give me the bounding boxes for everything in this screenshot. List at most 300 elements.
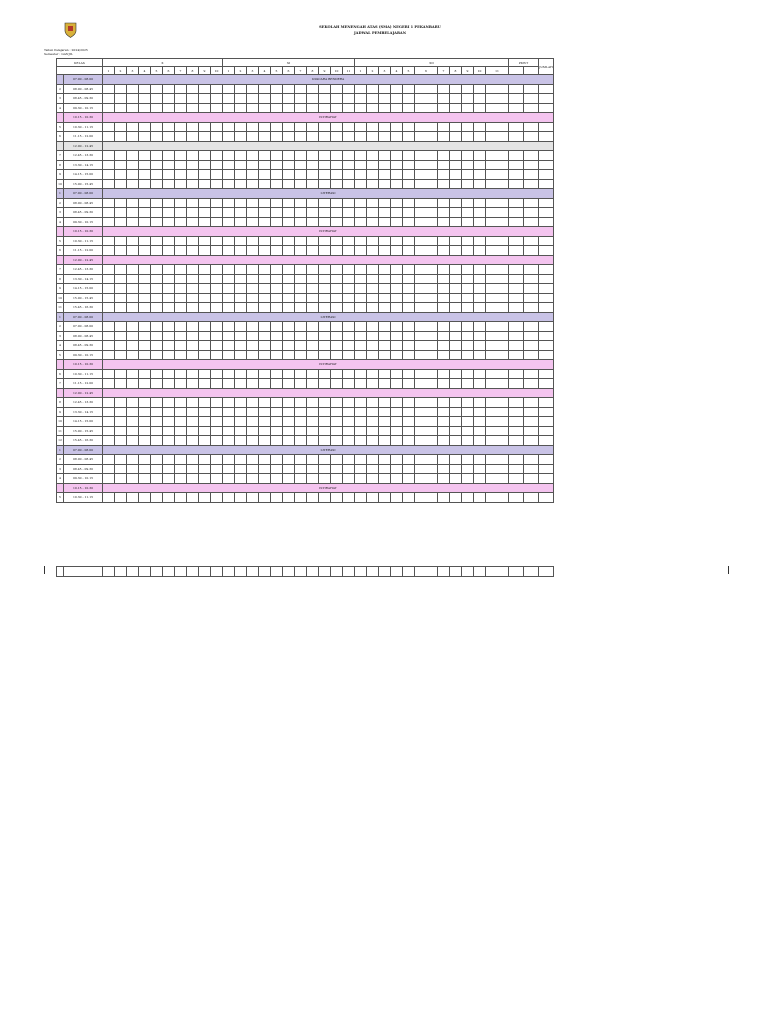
schedule-cell [343, 265, 355, 275]
schedule-cell [211, 407, 223, 417]
schedule-cell [271, 417, 283, 427]
schedule-cell [115, 265, 127, 275]
schedule-cell [319, 151, 331, 161]
table-row [57, 122, 554, 132]
schedule-cell [283, 436, 295, 446]
schedule-cell [259, 274, 271, 284]
schedule-cell [163, 426, 175, 436]
schedule-cell [151, 350, 163, 360]
schedule-cell [199, 293, 211, 303]
schedule-cell [115, 84, 127, 94]
schedule-cell [415, 217, 438, 227]
schedule-cell [367, 132, 379, 142]
schedule-cell [139, 303, 151, 313]
document-title [270, 24, 490, 36]
schedule-cell [271, 350, 283, 360]
schedule-cell [391, 369, 403, 379]
schedule-cell [235, 132, 247, 142]
schedule-cell [438, 274, 450, 284]
schedule-cell [403, 236, 415, 246]
schedule-cell [524, 151, 539, 161]
schedule-cell [539, 341, 554, 351]
schedule-cell [450, 94, 462, 104]
schedule-cell [295, 464, 307, 474]
period-time: 10.15 - 10.30 [64, 483, 103, 493]
schedule-cell [235, 567, 247, 577]
schedule-cell [247, 417, 259, 427]
schedule-cell [367, 567, 379, 577]
schedule-cell [474, 407, 486, 417]
period-number: 9 [57, 284, 64, 294]
band-label: ISTIRAHAT [103, 227, 554, 237]
schedule-cell [211, 122, 223, 132]
schedule-cell [415, 455, 438, 465]
schedule-cell [271, 303, 283, 313]
schedule-cell [175, 103, 187, 113]
schedule-cell [509, 208, 524, 218]
schedule-cell [524, 369, 539, 379]
schedule-cell [319, 94, 331, 104]
schedule-cell [187, 426, 199, 436]
schedule-cell [271, 341, 283, 351]
schedule-cell [509, 407, 524, 417]
schedule-cell [199, 132, 211, 142]
schedule-cell [415, 398, 438, 408]
table-row [57, 483, 554, 493]
schedule-cell [295, 293, 307, 303]
period-time: 14.15 - 15.00 [64, 417, 103, 427]
schedule-cell [524, 208, 539, 218]
schedule-cell [438, 493, 450, 503]
schedule-cell [391, 132, 403, 142]
schedule-cell [115, 350, 127, 360]
schedule-cell [462, 350, 474, 360]
schedule-cell [139, 322, 151, 332]
schedule-cell [295, 341, 307, 351]
schedule-cell [187, 265, 199, 275]
schedule-cell [355, 474, 367, 484]
schedule-cell [187, 379, 199, 389]
schedule-cell [486, 284, 509, 294]
schedule-cell [343, 103, 355, 113]
schedule-cell [450, 417, 462, 427]
schedule-cell [151, 567, 163, 577]
schedule-cell [259, 369, 271, 379]
schedule-cell [211, 274, 223, 284]
schedule-cell [462, 407, 474, 417]
schedule-cell [391, 170, 403, 180]
schedule-cell [379, 474, 391, 484]
pkwt-cell [509, 67, 524, 75]
schedule-cell [403, 246, 415, 256]
schedule-cell [367, 426, 379, 436]
schedule-cell [223, 426, 235, 436]
schedule-cell [103, 198, 115, 208]
schedule-cell [259, 198, 271, 208]
schedule-cell [187, 474, 199, 484]
schedule-cell [103, 455, 115, 465]
schedule-cell [139, 464, 151, 474]
class-number: 8 [187, 67, 199, 75]
schedule-cell [199, 303, 211, 313]
schedule-cell [127, 160, 139, 170]
period-number: 1 [57, 312, 64, 322]
schedule-cell [415, 417, 438, 427]
schedule-cell [115, 426, 127, 436]
schedule-cell [211, 303, 223, 313]
schedule-cell [415, 274, 438, 284]
schedule-cell [438, 303, 450, 313]
schedule-cell [438, 567, 450, 577]
schedule-cell [247, 369, 259, 379]
schedule-cell [271, 160, 283, 170]
schedule-cell [331, 455, 343, 465]
schedule-cell [367, 436, 379, 446]
schedule-cell [343, 436, 355, 446]
grade-xii-header: XII [355, 59, 509, 67]
schedule-cell [223, 217, 235, 227]
period-number: 8 [57, 160, 64, 170]
schedule-cell [355, 265, 367, 275]
schedule-cell [283, 284, 295, 294]
class-number: 2 [367, 67, 379, 75]
schedule-cell [524, 436, 539, 446]
schedule-cell [474, 322, 486, 332]
schedule-cell [355, 132, 367, 142]
schedule-cell [319, 170, 331, 180]
schedule-cell [127, 151, 139, 161]
schedule-cell [331, 293, 343, 303]
schedule-cell [355, 417, 367, 427]
schedule-cell [486, 246, 509, 256]
schedule-cell [391, 84, 403, 94]
period-number: 10 [57, 417, 64, 427]
schedule-cell [103, 407, 115, 417]
schedule-cell [175, 151, 187, 161]
schedule-cell [247, 293, 259, 303]
schedule-cell [259, 94, 271, 104]
schedule-cell [223, 84, 235, 94]
schedule-cell [524, 417, 539, 427]
schedule-cell [247, 426, 259, 436]
schedule-cell [450, 151, 462, 161]
schedule-cell [415, 407, 438, 417]
period-number: 8 [57, 398, 64, 408]
schedule-cell [271, 265, 283, 275]
schedule-cell [127, 474, 139, 484]
schedule-cell [539, 322, 554, 332]
schedule-cell [163, 84, 175, 94]
schedule-cell [283, 179, 295, 189]
schedule-cell [271, 103, 283, 113]
schedule-cell [295, 160, 307, 170]
schedule-cell [211, 103, 223, 113]
schedule-cell [223, 94, 235, 104]
schedule-cell [379, 151, 391, 161]
schedule-cell [283, 103, 295, 113]
schedule-cell [438, 94, 450, 104]
schedule-cell [235, 274, 247, 284]
schedule-cell [283, 493, 295, 503]
schedule-cell [509, 122, 524, 132]
schedule-cell [415, 84, 438, 94]
schedule-cell [415, 208, 438, 218]
schedule-cell [151, 436, 163, 446]
schedule-cell [367, 303, 379, 313]
period-time: 08.45 - 09.30 [64, 341, 103, 351]
schedule-cell [509, 160, 524, 170]
schedule-cell [450, 217, 462, 227]
schedule-cell [175, 350, 187, 360]
schedule-cell [379, 407, 391, 417]
schedule-cell [509, 103, 524, 113]
schedule-cell [415, 103, 438, 113]
schedule-cell [379, 179, 391, 189]
schedule-cell [211, 369, 223, 379]
schedule-cell [127, 208, 139, 218]
schedule-cell [450, 398, 462, 408]
schedule-cell [331, 417, 343, 427]
schedule-cell [509, 94, 524, 104]
schedule-cell [307, 293, 319, 303]
schedule-cell [259, 151, 271, 161]
schedule-cell [391, 426, 403, 436]
schedule-cell [103, 170, 115, 180]
schedule-cell [283, 293, 295, 303]
schedule-cell [139, 246, 151, 256]
schedule-cell [355, 464, 367, 474]
schedule-cell [367, 274, 379, 284]
schedule-cell [415, 160, 438, 170]
schedule-cell [115, 293, 127, 303]
schedule-cell [235, 436, 247, 446]
schedule-cell [462, 493, 474, 503]
period-time: 15.00 - 15.45 [64, 179, 103, 189]
schedule-cell [175, 84, 187, 94]
schedule-cell [235, 331, 247, 341]
schedule-cell [295, 417, 307, 427]
schedule-cell [474, 246, 486, 256]
schedule-cell [271, 379, 283, 389]
schedule-cell [319, 246, 331, 256]
schedule-cell [462, 198, 474, 208]
schedule-cell [367, 236, 379, 246]
table-row [57, 151, 554, 161]
schedule-cell [247, 455, 259, 465]
schedule-cell [307, 84, 319, 94]
schedule-cell [379, 246, 391, 256]
schedule-cell [307, 322, 319, 332]
schedule-cell [539, 436, 554, 446]
schedule-cell [199, 369, 211, 379]
schedule-cell [509, 398, 524, 408]
schedule-cell [247, 160, 259, 170]
schedule-cell [187, 284, 199, 294]
schedule-cell [199, 436, 211, 446]
schedule-cell [438, 464, 450, 474]
schedule-cell [486, 331, 509, 341]
schedule-cell [509, 417, 524, 427]
schedule-cell [415, 132, 438, 142]
schedule-cell [151, 417, 163, 427]
schedule-cell [187, 170, 199, 180]
schedule-cell [247, 132, 259, 142]
schedule-cell [539, 198, 554, 208]
schedule-cell [474, 274, 486, 284]
schedule-cell [139, 265, 151, 275]
schedule-cell [223, 284, 235, 294]
schedule-cell [199, 217, 211, 227]
schedule-cell [474, 474, 486, 484]
schedule-cell [355, 369, 367, 379]
schedule-cell [486, 303, 509, 313]
schedule-cell [474, 132, 486, 142]
schedule-cell [103, 284, 115, 294]
table-row [57, 303, 554, 313]
schedule-cell [539, 122, 554, 132]
schedule-cell [151, 236, 163, 246]
schedule-cell [295, 151, 307, 161]
schedule-cell [367, 464, 379, 474]
schedule-cell [103, 293, 115, 303]
schedule-cell [199, 265, 211, 275]
schedule-cell [211, 567, 223, 577]
schedule-cell [486, 369, 509, 379]
schedule-cell [403, 132, 415, 142]
period-number: 6 [57, 246, 64, 256]
schedule-cell [403, 94, 415, 104]
schedule-cell [319, 567, 331, 577]
schedule-cell [211, 265, 223, 275]
schedule-cell [391, 350, 403, 360]
period-time: 09.30 - 10.15 [64, 217, 103, 227]
schedule-cell [151, 474, 163, 484]
schedule-cell [223, 179, 235, 189]
schedule-cell [486, 474, 509, 484]
schedule-cell [331, 350, 343, 360]
class-number: 5 [151, 67, 163, 75]
schedule-cell [524, 94, 539, 104]
schedule-cell [283, 417, 295, 427]
schedule-cell [474, 94, 486, 104]
schedule-cell [391, 567, 403, 577]
schedule-cell [450, 208, 462, 218]
schedule-cell [331, 208, 343, 218]
schedule-cell [259, 331, 271, 341]
schedule-cell [403, 464, 415, 474]
schedule-cell [462, 217, 474, 227]
schedule-cell [163, 322, 175, 332]
schedule-cell [319, 341, 331, 351]
semester-value: GANJIL [61, 52, 73, 57]
schedule-cell [486, 293, 509, 303]
schedule-cell [391, 303, 403, 313]
schedule-cell [438, 103, 450, 113]
schedule-cell [379, 303, 391, 313]
table-row [57, 445, 554, 455]
period-time: 08.00 - 08.45 [64, 84, 103, 94]
schedule-cell [175, 474, 187, 484]
schedule-cell [509, 132, 524, 142]
schedule-cell [524, 274, 539, 284]
schedule-cell [319, 284, 331, 294]
schedule-cell [438, 217, 450, 227]
schedule-cell [524, 103, 539, 113]
schedule-cell [127, 122, 139, 132]
schedule-cell [474, 103, 486, 113]
schedule-cell [450, 455, 462, 465]
grade-header-row [57, 59, 554, 67]
period-time [64, 567, 103, 577]
period-number [57, 113, 64, 123]
schedule-cell [175, 567, 187, 577]
schedule-cell [524, 179, 539, 189]
schedule-cell [319, 179, 331, 189]
schedule-cell [211, 426, 223, 436]
schedule-cell [367, 331, 379, 341]
schedule-cell [175, 246, 187, 256]
schedule-cell [415, 246, 438, 256]
schedule-cell [271, 293, 283, 303]
schedule-cell [509, 341, 524, 351]
schedule-cell [211, 293, 223, 303]
schedule-cell [438, 198, 450, 208]
period-time: 07.00 - 08.00 [64, 312, 103, 322]
schedule-cell [474, 179, 486, 189]
schedule-cell [355, 122, 367, 132]
schedule-cell [474, 398, 486, 408]
schedule-cell [367, 179, 379, 189]
period-time: 11.15 - 12.00 [64, 379, 103, 389]
schedule-cell [450, 474, 462, 484]
schedule-cell [295, 246, 307, 256]
schedule-cell [438, 455, 450, 465]
schedule-cell [247, 246, 259, 256]
schedule-cell [307, 350, 319, 360]
schedule-cell [139, 293, 151, 303]
schedule-cell [331, 426, 343, 436]
schedule-cell [462, 426, 474, 436]
schedule-cell [539, 217, 554, 227]
schedule-cell [539, 398, 554, 408]
schedule-cell [199, 170, 211, 180]
schedule-cell [127, 284, 139, 294]
schedule-cell [331, 132, 343, 142]
schedule-cell [524, 132, 539, 142]
schedule-cell [187, 398, 199, 408]
period-time: 10.30 - 11.15 [64, 493, 103, 503]
schedule-cell [127, 436, 139, 446]
schedule-cell [379, 208, 391, 218]
period-time: 12.00 - 12.45 [64, 255, 103, 265]
schedule-cell [283, 94, 295, 104]
schedule-cell [319, 455, 331, 465]
schedule-cell [175, 322, 187, 332]
schedule-cell [295, 322, 307, 332]
schedule-cell [486, 217, 509, 227]
schedule-cell [539, 94, 554, 104]
schedule-cell [462, 303, 474, 313]
class-number: 6 [415, 67, 438, 75]
schedule-cell [379, 170, 391, 180]
schedule-cell [259, 493, 271, 503]
table-row [57, 284, 554, 294]
schedule-cell [474, 493, 486, 503]
period-number: 5 [57, 236, 64, 246]
schedule-cell [355, 436, 367, 446]
schedule-cell [247, 151, 259, 161]
schedule-cell [127, 379, 139, 389]
